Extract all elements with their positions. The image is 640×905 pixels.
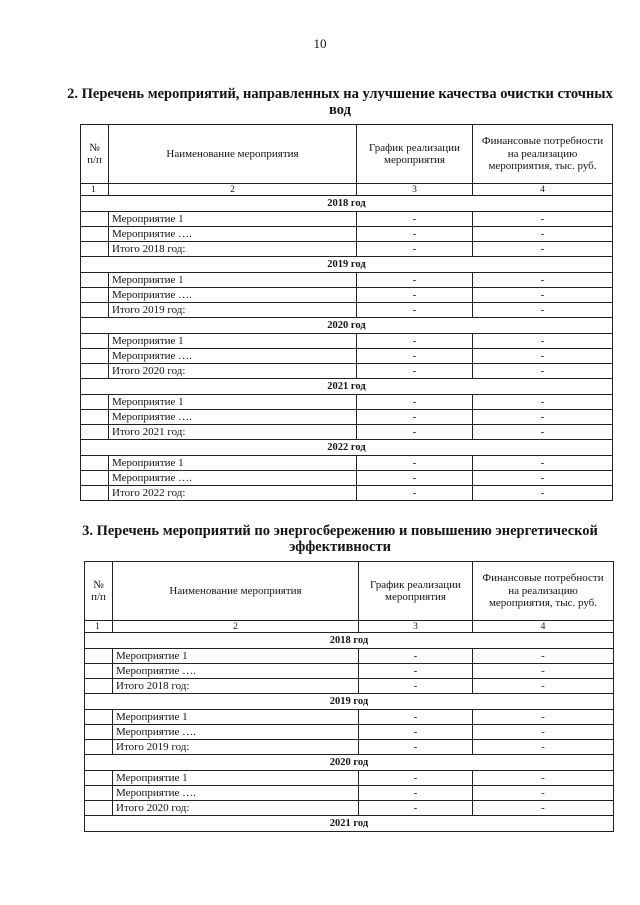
activity-name-cell: Мероприятие 1: [109, 456, 357, 471]
year-label: 2020 год: [85, 755, 614, 771]
schedule-cell: -: [357, 273, 473, 288]
finance-cell: -: [473, 771, 614, 786]
year-label: 2020 год: [81, 318, 613, 334]
table-row: [81, 471, 613, 486]
row-number-cell: [81, 242, 109, 257]
schedule-cell: -: [357, 227, 473, 242]
table-row: [85, 710, 614, 725]
finance-cell: -: [473, 456, 613, 471]
year-row: [81, 379, 613, 395]
activity-name-cell: Итого 2018 год:: [109, 242, 357, 257]
table-row: [81, 212, 613, 227]
finance-cell: -: [473, 212, 613, 227]
total-row: [81, 486, 613, 501]
column-header-schedule: График реализации мероприятия: [357, 125, 473, 184]
schedule-cell: -: [359, 771, 473, 786]
table-row: [85, 664, 614, 679]
column-number: 1: [81, 184, 109, 196]
schedule-cell: -: [359, 649, 473, 664]
table-header-row: [85, 562, 614, 621]
row-number-cell: [81, 288, 109, 303]
row-number-cell: [85, 664, 113, 679]
row-number-cell: [81, 425, 109, 440]
activity-name-cell: Мероприятие 1: [109, 395, 357, 410]
row-number-cell: [81, 486, 109, 501]
table-row: [81, 349, 613, 364]
finance-cell: -: [473, 410, 613, 425]
table-row: [81, 227, 613, 242]
row-number-cell: [85, 679, 113, 694]
finance-cell: -: [473, 288, 613, 303]
activity-name-cell: Мероприятие ….: [109, 227, 357, 242]
column-header-number: № п/п: [85, 562, 113, 621]
table-row: [81, 273, 613, 288]
column-header-name: Наименование мероприятия: [109, 125, 357, 184]
row-number-cell: [81, 456, 109, 471]
activity-name-cell: Мероприятие ….: [113, 725, 359, 740]
row-number-cell: [81, 227, 109, 242]
activity-name-cell: Мероприятие 1: [109, 273, 357, 288]
finance-cell: -: [473, 710, 614, 725]
column-header-schedule: График реализации мероприятия: [359, 562, 473, 621]
row-number-cell: [85, 786, 113, 801]
total-row: [81, 364, 613, 379]
activity-name-cell: Мероприятие 1: [109, 334, 357, 349]
schedule-cell: -: [359, 710, 473, 725]
activity-name-cell: Мероприятие ….: [113, 786, 359, 801]
activities-table-energy: [84, 561, 614, 832]
page-number: 10: [313, 36, 327, 51]
total-row: [81, 425, 613, 440]
column-number: 4: [473, 621, 614, 633]
finance-cell: -: [473, 649, 614, 664]
row-number-cell: [81, 410, 109, 425]
activity-name-cell: Итого 2018 год:: [113, 679, 359, 694]
finance-cell: -: [473, 786, 614, 801]
finance-cell: -: [473, 364, 613, 379]
schedule-cell: -: [357, 303, 473, 318]
schedule-cell: -: [359, 786, 473, 801]
schedule-cell: -: [357, 212, 473, 227]
column-number-row: [81, 184, 613, 196]
activities-table-wastewater: [80, 124, 613, 501]
row-number-cell: [81, 334, 109, 349]
section-title-2: 2. Перечень мероприятий, направленных на улучшение качества очистки сточных вод: [67, 86, 613, 118]
year-label: 2019 год: [85, 694, 614, 710]
activity-name-cell: Мероприятие 1: [109, 212, 357, 227]
activity-name-cell: Мероприятие 1: [113, 771, 359, 786]
column-header-name: Наименование мероприятия: [113, 562, 359, 621]
column-number: 4: [473, 184, 613, 196]
activity-name-cell: Итого 2020 год:: [113, 801, 359, 816]
finance-cell: -: [473, 395, 613, 410]
schedule-cell: -: [357, 395, 473, 410]
column-header-finance: Финансовые потребности на реализацию мероприятия, тыс. руб.: [473, 562, 614, 621]
finance-cell: -: [473, 740, 614, 755]
schedule-cell: -: [357, 471, 473, 486]
row-number-cell: [85, 801, 113, 816]
finance-cell: -: [473, 725, 614, 740]
year-label: 2018 год: [85, 633, 614, 649]
year-row: [85, 694, 614, 710]
column-number: 2: [109, 184, 357, 196]
finance-cell: -: [473, 664, 614, 679]
row-number-cell: [81, 273, 109, 288]
year-row: [85, 633, 614, 649]
activity-name-cell: Мероприятие ….: [109, 410, 357, 425]
table-row: [81, 288, 613, 303]
column-number: 3: [359, 621, 473, 633]
column-number: 3: [357, 184, 473, 196]
table-header-row: [81, 125, 613, 184]
schedule-cell: -: [359, 740, 473, 755]
column-number-row: [85, 621, 614, 633]
activity-name-cell: Мероприятие ….: [109, 471, 357, 486]
table-row: [85, 649, 614, 664]
activity-name-cell: Итого 2019 год:: [109, 303, 357, 318]
column-header-finance: Финансовые потребности на реализацию мероприятия, тыс. руб.: [473, 125, 613, 184]
table-row: [85, 771, 614, 786]
activity-name-cell: Итого 2019 год:: [113, 740, 359, 755]
year-row: [81, 318, 613, 334]
table-row: [81, 395, 613, 410]
schedule-cell: -: [359, 664, 473, 679]
column-number: 2: [113, 621, 359, 633]
schedule-cell: -: [357, 410, 473, 425]
year-label: 2018 год: [81, 196, 613, 212]
schedule-cell: -: [357, 334, 473, 349]
activity-name-cell: Итого 2020 год:: [109, 364, 357, 379]
finance-cell: -: [473, 227, 613, 242]
schedule-cell: -: [357, 456, 473, 471]
total-row: [85, 740, 614, 755]
schedule-cell: -: [357, 288, 473, 303]
total-row: [85, 679, 614, 694]
activity-name-cell: Мероприятие 1: [113, 710, 359, 725]
finance-cell: -: [473, 273, 613, 288]
row-number-cell: [81, 349, 109, 364]
finance-cell: -: [473, 486, 613, 501]
table-row: [85, 725, 614, 740]
activity-name-cell: Итого 2022 год:: [109, 486, 357, 501]
activity-name-cell: Мероприятие ….: [109, 349, 357, 364]
total-row: [81, 303, 613, 318]
schedule-cell: -: [357, 425, 473, 440]
finance-cell: -: [473, 242, 613, 257]
finance-cell: -: [473, 471, 613, 486]
finance-cell: -: [473, 425, 613, 440]
year-label: 2021 год: [81, 379, 613, 395]
activity-name-cell: Итого 2021 год:: [109, 425, 357, 440]
row-number-cell: [81, 364, 109, 379]
finance-cell: -: [473, 303, 613, 318]
row-number-cell: [85, 725, 113, 740]
schedule-cell: -: [359, 725, 473, 740]
year-label: 2021 год: [85, 816, 614, 832]
finance-cell: -: [473, 334, 613, 349]
schedule-cell: -: [357, 349, 473, 364]
row-number-cell: [81, 395, 109, 410]
total-row: [81, 242, 613, 257]
activity-name-cell: Мероприятие ….: [113, 664, 359, 679]
column-number: 1: [85, 621, 113, 633]
year-label: 2022 год: [81, 440, 613, 456]
schedule-cell: -: [357, 364, 473, 379]
schedule-cell: -: [357, 486, 473, 501]
year-label: 2019 год: [81, 257, 613, 273]
column-header-number: № п/п: [81, 125, 109, 184]
section-title-3: 3. Перечень мероприятий по энергосбережению и повышению энергетической эффективности: [82, 523, 598, 555]
row-number-cell: [85, 771, 113, 786]
year-row: [81, 440, 613, 456]
schedule-cell: -: [357, 242, 473, 257]
total-row: [85, 801, 614, 816]
row-number-cell: [85, 710, 113, 725]
activity-name-cell: Мероприятие 1: [113, 649, 359, 664]
row-number-cell: [85, 740, 113, 755]
row-number-cell: [81, 303, 109, 318]
table-row: [81, 456, 613, 471]
year-row: [85, 816, 614, 832]
table-row: [85, 786, 614, 801]
table-row: [81, 410, 613, 425]
year-row: [85, 755, 614, 771]
finance-cell: -: [473, 679, 614, 694]
schedule-cell: -: [359, 679, 473, 694]
year-row: [81, 257, 613, 273]
row-number-cell: [81, 471, 109, 486]
finance-cell: -: [473, 801, 614, 816]
activity-name-cell: Мероприятие ….: [109, 288, 357, 303]
year-row: [81, 196, 613, 212]
row-number-cell: [85, 649, 113, 664]
row-number-cell: [81, 212, 109, 227]
finance-cell: -: [473, 349, 613, 364]
schedule-cell: -: [359, 801, 473, 816]
table-row: [81, 334, 613, 349]
